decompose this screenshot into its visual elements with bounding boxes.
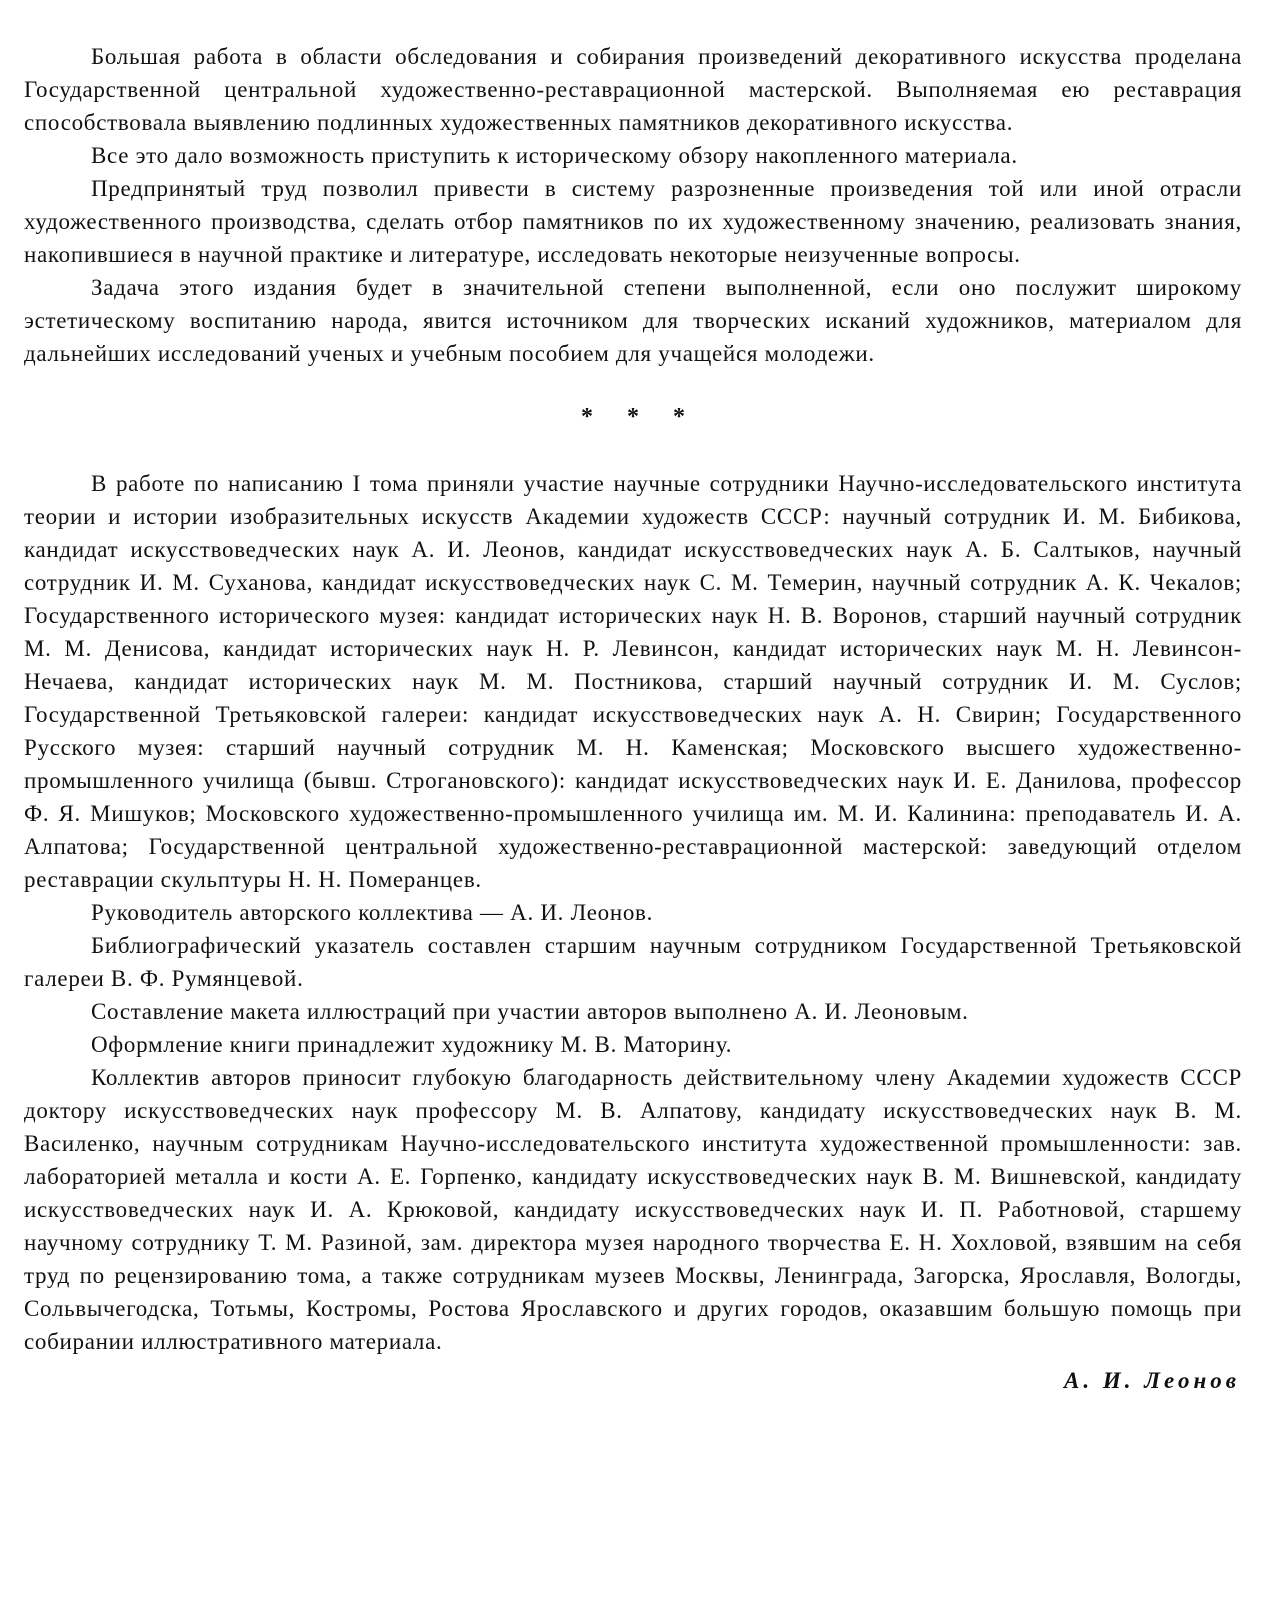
paragraph: Составление макета иллюстраций при участии авторов выполнено А. И. Леоновым. xyxy=(91,999,969,1024)
author-signature: А. И. Леонов xyxy=(1064,1368,1240,1393)
paragraph: Большая работа в области обследования и собирания произведений декоративного искусства проделана Государственной центральной художественно-реставрационной мастерской. Выполняемая ею реставрация способствовала выявлению подлинных художественных памятников декоративного искусства. xyxy=(24,44,1242,135)
paragraph: Руководитель авторского коллектива — А. И. Леонов. xyxy=(91,900,654,925)
paragraph: Предпринятый труд позволил привести в систему разрозненные произведения той или иной отрасли художественного производства, сделать отбор памятников по их художественному значению, реализовать знания, накопившиеся в научной практике и литературе, исследовать некоторые неизученные вопросы. xyxy=(24,176,1242,267)
paragraph: Библиографический указатель составлен старшим научным сотрудником Государственной Третьяковской галереи В. Ф. Румянцевой. xyxy=(24,933,1242,991)
document-page xyxy=(24,40,1242,1397)
paragraph: Задача этого издания будет в значительной степени выполненной, если оно послужит широкому эстетическому воспитанию народа, явится источником для творческих исканий художников, материалом для дальнейших исследований ученых и учебным пособием для учащейся молодежи. xyxy=(24,275,1242,366)
paragraph: Коллектив авторов приносит глубокую благодарность действительному члену Академии художеств СССР доктору искусствоведческих наук профессору М. В. Алпатову, кандидату искусствоведческих наук В. М. Василенко, научным сотрудникам Научно-исследовательского института художественной промышленности: зав. лабораторией металла и кости А. Е. Горпенко, кандидату искусствоведческих наук В. М. Вишневской, кандидату искусствоведческих наук И. А. Крюковой, кандидату искусствоведческих наук И. П. Работновой, старшему научному сотруднику Т. М. Разиной, зам. директора музея народного творчества Е. Н. Хохловой, взявшим на себя труд по рецензированию тома, а также сотрудникам музеев Москвы, Ленинграда, Загорска, Ярославля, Вологды, Сольвычегодска, Тотьмы, Костромы, Ростова Ярославского и других городов, оказавшим большую помощь при собирании иллюстративного материала. xyxy=(24,1065,1242,1354)
paragraph: Оформление книги принадлежит художнику М. В. Маторину. xyxy=(91,1032,733,1057)
paragraph: В работе по написанию I тома приняли участие научные сотрудники Научно-исследовательского института теории и истории изобразительных искусств Академии художеств СССР: научный сотрудник И. М. Бибикова, кандидат искусствоведческих наук А. И. Леонов, кандидат искусствоведческих наук А. Б. Салтыков, научный сотрудник И. М. Суханова, кандидат искусствоведческих наук С. М. Темерин, научный сотрудник А. К. Чекалов; Государственного исторического музея: кандидат исторических наук Н. В. Воронов, старший научный сотрудник М. М. Денисова, кандидат исторических наук Н. Р. Левинсон, кандидат исторических наук М. Н. Левинсон-Нечаева, кандидат исторических наук М. М. Постникова, старший научный сотрудник И. М. Суслов; Государственной Третьяковской галереи: кандидат искусствоведческих наук А. Н. Свирин; Государственного Русского музея: старший научный сотрудник М. Н. Каменская; Московского высшего художественно-промышленного училища (бывш. Строгановского): кандидат искусствоведческих наук И. Е. Данилова, профессор Ф. Я. Мишуков; Московского художественно-промышленного училища им. М. И. Калинина: преподаватель И. А. Алпатова; Государственной центральной художественно-реставрационной мастерской: заведующий отделом реставрации скульптуры Н. Н. Померанцев. xyxy=(24,471,1242,892)
paragraph: Все это дало возможность приступить к историческому обзору накопленного материала. xyxy=(91,143,1018,168)
section-divider: * * * xyxy=(581,404,699,430)
